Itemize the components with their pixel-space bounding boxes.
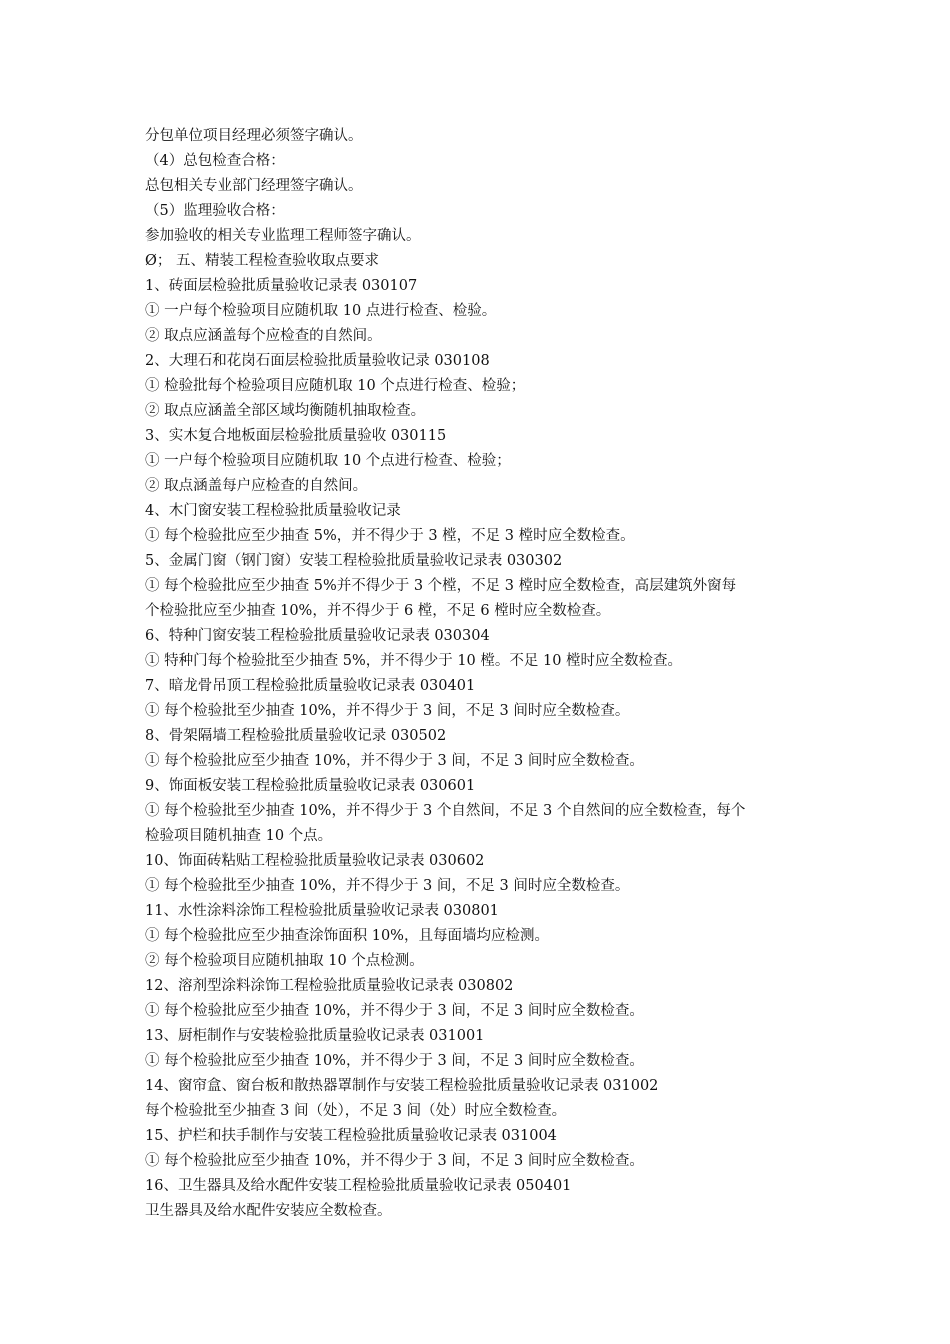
- text-line: 参加验收的相关专业监理工程师签字确认。: [145, 228, 421, 244]
- item-title: 12、溶剂型涂料涂饰工程检验批质量验收记录表 030802: [145, 978, 514, 994]
- text-line: ① 每个检验批应至少抽查 10%，并不得少于 3 间，不足 3 间时应全数检查。: [145, 753, 644, 769]
- item-title: 13、厨柜制作与安装检验批质量验收记录表 031001: [145, 1028, 485, 1044]
- text-line: ① 每个检验批应至少抽查 10%，并不得少于 3 间，不足 3 间时应全数检查。: [145, 1053, 644, 1069]
- text-line: （4）总包检查合格：: [145, 153, 285, 169]
- item-title: 11、水性涂料涂饰工程检验批质量验收记录表 030801: [145, 903, 499, 919]
- text-line: ① 每个检验批应至少抽查 10%，并不得少于 3 间，不足 3 间时应全数检查。: [145, 1153, 644, 1169]
- item-title: 4、木门窗安装工程检验批质量验收记录: [145, 503, 401, 519]
- item-title: 2、大理石和花岗石面层检验批质量验收记录 030108: [145, 353, 490, 369]
- text-line: ② 取点应涵盖每个应检查的自然间。: [145, 328, 382, 344]
- item-title: 14、窗帘盒、窗台板和散热器罩制作与安装工程检验批质量验收记录表 031002: [145, 1078, 659, 1094]
- text-line: ① 一户每个检验项目应随机取 10 点进行检查、检验。: [145, 303, 497, 319]
- item-title: 10、饰面砖粘贴工程检验批质量验收记录表 030602: [145, 853, 485, 869]
- text-line: ① 每个检验批至少抽查 10%，并不得少于 3 个自然间，不足 3 个自然间的应全数检查，每个: [145, 803, 746, 819]
- item-title: 8、骨架隔墙工程检验批质量验收记录 030502: [145, 728, 447, 744]
- text-line: ② 每个检验项目应随机抽取 10 个点检测。: [145, 953, 424, 969]
- item-title: 6、特种门窗安装工程检验批质量验收记录表 030304: [145, 628, 490, 644]
- text-line: ① 特种门每个检验批至少抽查 5%，并不得少于 10 樘。不足 10 樘时应全数检查。: [145, 653, 683, 669]
- text-line: 个检验批应至少抽查 10%，并不得少于 6 樘，不足 6 樘时应全数检查。: [145, 603, 611, 619]
- item-title: 3、实木复合地板面层检验批质量验收 030115: [145, 428, 447, 444]
- text-line: ① 每个检验批应至少抽查 5%，并不得少于 3 樘，不足 3 樘时应全数检查。: [145, 528, 635, 544]
- section-heading: Ø； 五、精装工程检查验收取点要求: [145, 253, 379, 269]
- text-line: ① 检验批每个检验项目应随机取 10 个点进行检查、检验；: [145, 378, 526, 394]
- item-title: 5、金属门窗（钢门窗）安装工程检验批质量验收记录表 030302: [145, 553, 563, 569]
- text-line: 分包单位项目经理必须签字确认。: [145, 128, 363, 144]
- text-line: 卫生器具及给水配件安装应全数检查。: [145, 1203, 392, 1219]
- document-body: [145, 124, 815, 1224]
- text-line: （5）监理验收合格：: [145, 203, 285, 219]
- text-line: ① 每个检验批应至少抽查 5%并不得少于 3 个樘，不足 3 樘时应全数检查，高层建筑外窗每: [145, 578, 737, 594]
- text-line: 总包相关专业部门经理签字确认。: [145, 178, 363, 194]
- item-title: 15、护栏和扶手制作与安装工程检验批质量验收记录表 031004: [145, 1128, 557, 1144]
- item-title: 16、卫生器具及给水配件安装工程检验批质量验收记录表 050401: [145, 1178, 572, 1194]
- text-line: ① 一户每个检验项目应随机取 10 个点进行检查、检验；: [145, 453, 511, 469]
- item-title: 1、砖面层检验批质量验收记录表 030107: [145, 278, 418, 294]
- text-line: ① 每个检验批应至少抽查涂饰面积 10%，且每面墙均应检测。: [145, 928, 549, 944]
- text-line: ② 取点应涵盖全部区域均衡随机抽取检查。: [145, 403, 426, 419]
- text-line: 每个检验批至少抽查 3 间（处），不足 3 间（处）时应全数检查。: [145, 1103, 567, 1119]
- text-line: ② 取点涵盖每户应检查的自然间。: [145, 478, 368, 494]
- text-line: 检验项目随机抽查 10 个点。: [145, 828, 333, 844]
- item-title: 9、饰面板安装工程检验批质量验收记录表 030601: [145, 778, 476, 794]
- text-line: ① 每个检验批至少抽查 10%，并不得少于 3 间，不足 3 间时应全数检查。: [145, 703, 630, 719]
- item-title: 7、暗龙骨吊顶工程检验批质量验收记录表 030401: [145, 678, 476, 694]
- text-line: ① 每个检验批应至少抽查 10%，并不得少于 3 间，不足 3 间时应全数检查。: [145, 1003, 644, 1019]
- text-line: ① 每个检验批至少抽查 10%，并不得少于 3 间，不足 3 间时应全数检查。: [145, 878, 630, 894]
